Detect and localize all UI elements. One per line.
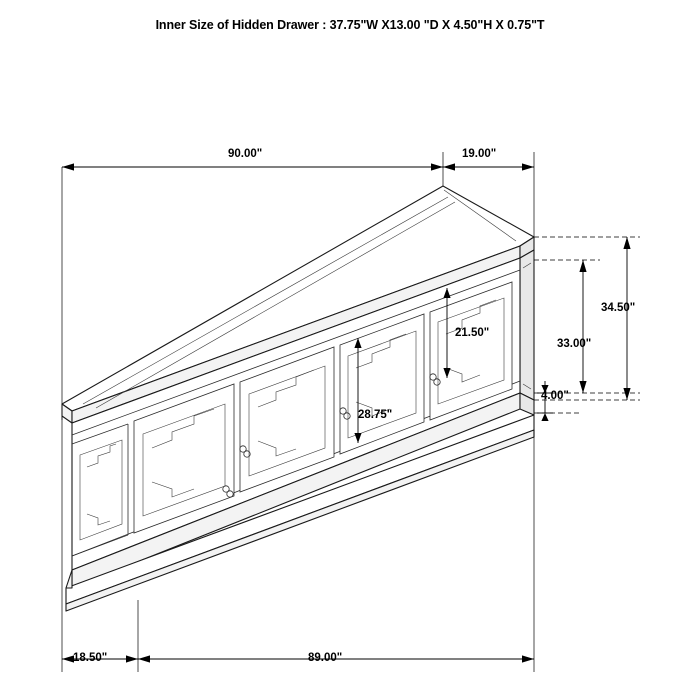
dim-label-total-height: 34.50" [601,302,636,314]
dim-label-top-width: 90.00" [228,148,263,160]
dim-label-door-height-right: 21.50" [455,327,490,339]
dim-label-door-height-center: 28.75" [358,409,393,421]
dim-label-body-width: 89.00" [308,652,343,664]
dim-label-base-height: 4.00" [541,390,569,402]
page-title: Inner Size of Hidden Drawer : 37.75"W X13.00 "D X 4.50"H X 0.75"T [155,18,545,32]
dim-label-top-depth: 19.00" [462,148,497,160]
dim-label-side-depth: 18.50" [73,652,108,664]
dim-label-cabinet-height: 33.00" [557,338,592,350]
